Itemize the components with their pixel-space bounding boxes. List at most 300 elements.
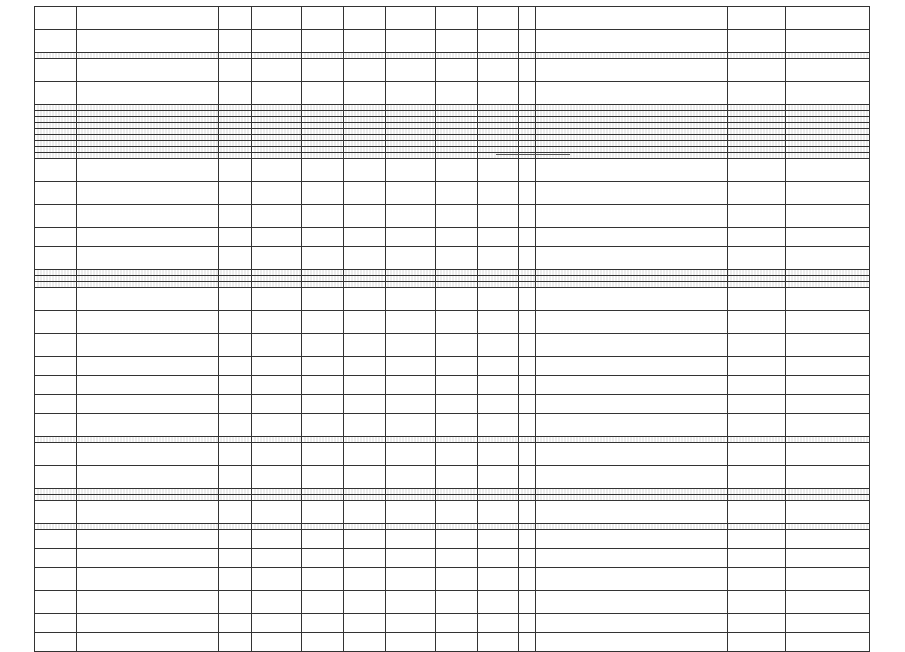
cell-works bbox=[535, 466, 727, 489]
registry-table-body bbox=[35, 7, 870, 652]
cell-apartments bbox=[435, 591, 477, 614]
table-row bbox=[35, 614, 870, 633]
cell-spare bbox=[519, 614, 536, 633]
cell-spare bbox=[519, 395, 536, 414]
cell-area-living bbox=[343, 205, 385, 228]
cell-year bbox=[252, 414, 302, 437]
cell-area-living bbox=[343, 633, 385, 652]
table-row bbox=[35, 549, 870, 568]
cell-number bbox=[35, 549, 77, 568]
cell-works bbox=[535, 7, 727, 30]
cell-address bbox=[76, 357, 218, 376]
registry-table bbox=[34, 6, 870, 652]
cell-area-total bbox=[302, 568, 344, 591]
cell-number bbox=[35, 466, 77, 489]
cell-amount bbox=[786, 30, 870, 53]
cell-floors bbox=[218, 395, 251, 414]
cell-year bbox=[252, 59, 302, 82]
cell-year bbox=[252, 549, 302, 568]
cell-year bbox=[252, 182, 302, 205]
cell-apartments bbox=[435, 530, 477, 549]
cell-area-total bbox=[302, 7, 344, 30]
cell-area-living bbox=[343, 311, 385, 334]
cell-residents bbox=[385, 376, 435, 395]
cell-area-living bbox=[343, 614, 385, 633]
cell-spare bbox=[519, 443, 536, 466]
cell-spare bbox=[519, 501, 536, 524]
table-row bbox=[35, 443, 870, 466]
cell-year bbox=[252, 82, 302, 105]
cell-works bbox=[535, 288, 727, 311]
cell-address bbox=[76, 159, 218, 182]
cell-year bbox=[252, 530, 302, 549]
cell-area-living bbox=[343, 395, 385, 414]
cell-works bbox=[535, 228, 727, 247]
cell-plan-year bbox=[728, 182, 786, 205]
cell-floors bbox=[218, 633, 251, 652]
cell-year bbox=[252, 357, 302, 376]
cell-amount bbox=[786, 443, 870, 466]
cell-apartments bbox=[435, 334, 477, 357]
cell-residents bbox=[385, 633, 435, 652]
cell-residents bbox=[385, 443, 435, 466]
cell-amount bbox=[786, 205, 870, 228]
cell-amount bbox=[786, 59, 870, 82]
cell-works bbox=[535, 205, 727, 228]
cell-cost bbox=[477, 182, 519, 205]
cell-floors bbox=[218, 443, 251, 466]
table-row bbox=[35, 205, 870, 228]
cell-area-living bbox=[343, 549, 385, 568]
cell-floors bbox=[218, 205, 251, 228]
cell-residents bbox=[385, 414, 435, 437]
cell-year bbox=[252, 376, 302, 395]
cell-cost bbox=[477, 159, 519, 182]
cell-plan-year bbox=[728, 82, 786, 105]
cell-plan-year bbox=[728, 288, 786, 311]
cell-area-living bbox=[343, 159, 385, 182]
cell-works bbox=[535, 159, 727, 182]
cell-apartments bbox=[435, 182, 477, 205]
cell-number bbox=[35, 395, 77, 414]
cell-amount bbox=[786, 182, 870, 205]
dashed-line bbox=[496, 154, 570, 155]
cell-cost bbox=[477, 247, 519, 270]
cell-residents bbox=[385, 205, 435, 228]
cell-year bbox=[252, 30, 302, 53]
cell-amount bbox=[786, 466, 870, 489]
cell-spare bbox=[519, 414, 536, 437]
cell-plan-year bbox=[728, 357, 786, 376]
table-row bbox=[35, 247, 870, 270]
cell-works bbox=[535, 549, 727, 568]
cell-plan-year bbox=[728, 614, 786, 633]
cell-plan-year bbox=[728, 376, 786, 395]
cell-address bbox=[76, 501, 218, 524]
cell-works bbox=[535, 530, 727, 549]
cell-cost bbox=[477, 7, 519, 30]
cell-year bbox=[252, 501, 302, 524]
cell-apartments bbox=[435, 30, 477, 53]
cell-floors bbox=[218, 228, 251, 247]
cell-amount bbox=[786, 633, 870, 652]
cell-residents bbox=[385, 59, 435, 82]
cell-address bbox=[76, 82, 218, 105]
cell-residents bbox=[385, 182, 435, 205]
cell-cost bbox=[477, 633, 519, 652]
cell-number bbox=[35, 376, 77, 395]
cell-number bbox=[35, 633, 77, 652]
cell-plan-year bbox=[728, 501, 786, 524]
cell-works bbox=[535, 414, 727, 437]
cell-works bbox=[535, 311, 727, 334]
cell-floors bbox=[218, 568, 251, 591]
cell-number bbox=[35, 414, 77, 437]
cell-apartments bbox=[435, 7, 477, 30]
cell-number bbox=[35, 228, 77, 247]
cell-plan-year bbox=[728, 59, 786, 82]
cell-works bbox=[535, 395, 727, 414]
cell-cost bbox=[477, 59, 519, 82]
table-row bbox=[35, 376, 870, 395]
cell-cost bbox=[477, 30, 519, 53]
cell-apartments bbox=[435, 376, 477, 395]
cell-plan-year bbox=[728, 311, 786, 334]
cell-floors bbox=[218, 591, 251, 614]
cell-residents bbox=[385, 311, 435, 334]
cell-area-living bbox=[343, 59, 385, 82]
cell-address bbox=[76, 205, 218, 228]
cell-cost bbox=[477, 82, 519, 105]
cell-plan-year bbox=[728, 568, 786, 591]
table-row bbox=[35, 182, 870, 205]
cell-amount bbox=[786, 159, 870, 182]
cell-floors bbox=[218, 357, 251, 376]
cell-residents bbox=[385, 501, 435, 524]
cell-plan-year bbox=[728, 443, 786, 466]
cell-plan-year bbox=[728, 633, 786, 652]
cell-apartments bbox=[435, 159, 477, 182]
cell-spare bbox=[519, 549, 536, 568]
cell-cost bbox=[477, 288, 519, 311]
cell-area-living bbox=[343, 568, 385, 591]
cell-cost bbox=[477, 357, 519, 376]
cell-residents bbox=[385, 159, 435, 182]
cell-address bbox=[76, 228, 218, 247]
cell-address bbox=[76, 414, 218, 437]
cell-works bbox=[535, 247, 727, 270]
cell-number bbox=[35, 334, 77, 357]
cell-plan-year bbox=[728, 7, 786, 30]
cell-spare bbox=[519, 530, 536, 549]
cell-year bbox=[252, 614, 302, 633]
cell-address bbox=[76, 182, 218, 205]
cell-area-total bbox=[302, 414, 344, 437]
cell-cost bbox=[477, 591, 519, 614]
cell-works bbox=[535, 82, 727, 105]
cell-year bbox=[252, 228, 302, 247]
cell-cost bbox=[477, 549, 519, 568]
cell-area-total bbox=[302, 205, 344, 228]
cell-plan-year bbox=[728, 549, 786, 568]
cell-spare bbox=[519, 205, 536, 228]
cell-plan-year bbox=[728, 466, 786, 489]
cell-floors bbox=[218, 247, 251, 270]
cell-area-living bbox=[343, 443, 385, 466]
cell-residents bbox=[385, 82, 435, 105]
cell-number bbox=[35, 159, 77, 182]
cell-amount bbox=[786, 357, 870, 376]
cell-spare bbox=[519, 376, 536, 395]
table-row bbox=[35, 591, 870, 614]
cell-area-living bbox=[343, 466, 385, 489]
cell-residents bbox=[385, 591, 435, 614]
cell-address bbox=[76, 247, 218, 270]
cell-area-living bbox=[343, 376, 385, 395]
cell-plan-year bbox=[728, 205, 786, 228]
cell-number bbox=[35, 311, 77, 334]
table-row bbox=[35, 311, 870, 334]
cell-address bbox=[76, 466, 218, 489]
cell-spare bbox=[519, 591, 536, 614]
cell-apartments bbox=[435, 614, 477, 633]
cell-cost bbox=[477, 228, 519, 247]
cell-floors bbox=[218, 288, 251, 311]
cell-number bbox=[35, 82, 77, 105]
cell-address bbox=[76, 59, 218, 82]
cell-floors bbox=[218, 311, 251, 334]
cell-apartments bbox=[435, 205, 477, 228]
cell-amount bbox=[786, 530, 870, 549]
cell-area-total bbox=[302, 288, 344, 311]
cell-apartments bbox=[435, 414, 477, 437]
cell-area-living bbox=[343, 182, 385, 205]
cell-plan-year bbox=[728, 228, 786, 247]
cell-cost bbox=[477, 501, 519, 524]
cell-floors bbox=[218, 414, 251, 437]
cell-works bbox=[535, 357, 727, 376]
cell-area-total bbox=[302, 182, 344, 205]
cell-area-living bbox=[343, 82, 385, 105]
cell-spare bbox=[519, 357, 536, 376]
cell-area-total bbox=[302, 228, 344, 247]
cell-area-total bbox=[302, 159, 344, 182]
cell-address bbox=[76, 395, 218, 414]
cell-area-total bbox=[302, 591, 344, 614]
cell-residents bbox=[385, 568, 435, 591]
cell-area-total bbox=[302, 311, 344, 334]
cell-residents bbox=[385, 549, 435, 568]
cell-residents bbox=[385, 334, 435, 357]
cell-spare bbox=[519, 59, 536, 82]
cell-year bbox=[252, 159, 302, 182]
cell-amount bbox=[786, 334, 870, 357]
cell-residents bbox=[385, 247, 435, 270]
cell-apartments bbox=[435, 247, 477, 270]
cell-area-living bbox=[343, 7, 385, 30]
cell-spare bbox=[519, 30, 536, 53]
cell-works bbox=[535, 376, 727, 395]
cell-address bbox=[76, 288, 218, 311]
cell-number bbox=[35, 205, 77, 228]
cell-spare bbox=[519, 247, 536, 270]
cell-plan-year bbox=[728, 159, 786, 182]
cell-plan-year bbox=[728, 334, 786, 357]
cell-cost bbox=[477, 530, 519, 549]
cell-apartments bbox=[435, 443, 477, 466]
cell-plan-year bbox=[728, 30, 786, 53]
cell-works bbox=[535, 501, 727, 524]
cell-floors bbox=[218, 376, 251, 395]
table-row bbox=[35, 59, 870, 82]
cell-floors bbox=[218, 30, 251, 53]
cell-area-total bbox=[302, 334, 344, 357]
cell-number bbox=[35, 530, 77, 549]
cell-area-living bbox=[343, 357, 385, 376]
cell-area-total bbox=[302, 549, 344, 568]
cell-plan-year bbox=[728, 247, 786, 270]
cell-spare bbox=[519, 228, 536, 247]
cell-works bbox=[535, 614, 727, 633]
cell-number bbox=[35, 357, 77, 376]
cell-address bbox=[76, 633, 218, 652]
cell-residents bbox=[385, 7, 435, 30]
cell-year bbox=[252, 205, 302, 228]
cell-works bbox=[535, 591, 727, 614]
cell-cost bbox=[477, 568, 519, 591]
cell-spare bbox=[519, 159, 536, 182]
cell-works bbox=[535, 182, 727, 205]
cell-address bbox=[76, 311, 218, 334]
cell-apartments bbox=[435, 228, 477, 247]
cell-floors bbox=[218, 82, 251, 105]
cell-area-living bbox=[343, 414, 385, 437]
cell-area-total bbox=[302, 501, 344, 524]
cell-amount bbox=[786, 591, 870, 614]
cell-number bbox=[35, 247, 77, 270]
cell-works bbox=[535, 30, 727, 53]
table-row bbox=[35, 530, 870, 549]
cell-year bbox=[252, 443, 302, 466]
cell-cost bbox=[477, 376, 519, 395]
cell-floors bbox=[218, 182, 251, 205]
cell-address bbox=[76, 376, 218, 395]
cell-area-living bbox=[343, 501, 385, 524]
table-row bbox=[35, 228, 870, 247]
cell-area-total bbox=[302, 633, 344, 652]
cell-residents bbox=[385, 357, 435, 376]
cell-spare bbox=[519, 7, 536, 30]
table-row bbox=[35, 288, 870, 311]
table-row bbox=[35, 466, 870, 489]
cell-area-total bbox=[302, 466, 344, 489]
cell-residents bbox=[385, 228, 435, 247]
table-row bbox=[35, 7, 870, 30]
cell-floors bbox=[218, 7, 251, 30]
cell-plan-year bbox=[728, 414, 786, 437]
cell-address bbox=[76, 591, 218, 614]
cell-spare bbox=[519, 466, 536, 489]
cell-area-total bbox=[302, 59, 344, 82]
cell-amount bbox=[786, 549, 870, 568]
cell-amount bbox=[786, 228, 870, 247]
cell-apartments bbox=[435, 466, 477, 489]
cell-plan-year bbox=[728, 395, 786, 414]
cell-number bbox=[35, 591, 77, 614]
cell-cost bbox=[477, 334, 519, 357]
cell-area-living bbox=[343, 334, 385, 357]
cell-year bbox=[252, 311, 302, 334]
cell-year bbox=[252, 633, 302, 652]
cell-year bbox=[252, 568, 302, 591]
cell-amount bbox=[786, 395, 870, 414]
cell-year bbox=[252, 247, 302, 270]
cell-area-living bbox=[343, 530, 385, 549]
cell-number bbox=[35, 443, 77, 466]
cell-floors bbox=[218, 614, 251, 633]
cell-floors bbox=[218, 466, 251, 489]
cell-residents bbox=[385, 466, 435, 489]
cell-number bbox=[35, 59, 77, 82]
table-row bbox=[35, 501, 870, 524]
cell-residents bbox=[385, 530, 435, 549]
cell-cost bbox=[477, 466, 519, 489]
cell-apartments bbox=[435, 549, 477, 568]
cell-apartments bbox=[435, 395, 477, 414]
cell-area-total bbox=[302, 530, 344, 549]
cell-number bbox=[35, 501, 77, 524]
cell-apartments bbox=[435, 82, 477, 105]
cell-works bbox=[535, 568, 727, 591]
cell-area-total bbox=[302, 30, 344, 53]
cell-amount bbox=[786, 247, 870, 270]
cell-works bbox=[535, 334, 727, 357]
cell-area-living bbox=[343, 30, 385, 53]
cell-cost bbox=[477, 443, 519, 466]
cell-year bbox=[252, 395, 302, 414]
table-row bbox=[35, 633, 870, 652]
cell-apartments bbox=[435, 568, 477, 591]
cell-floors bbox=[218, 530, 251, 549]
cell-area-total bbox=[302, 357, 344, 376]
cell-works bbox=[535, 59, 727, 82]
cell-plan-year bbox=[728, 591, 786, 614]
cell-address bbox=[76, 30, 218, 53]
cell-area-living bbox=[343, 228, 385, 247]
table-row bbox=[35, 82, 870, 105]
cell-amount bbox=[786, 82, 870, 105]
cell-spare bbox=[519, 288, 536, 311]
cell-apartments bbox=[435, 357, 477, 376]
cell-cost bbox=[477, 311, 519, 334]
cell-area-total bbox=[302, 614, 344, 633]
cell-number bbox=[35, 568, 77, 591]
cell-area-total bbox=[302, 82, 344, 105]
cell-address bbox=[76, 549, 218, 568]
cell-residents bbox=[385, 614, 435, 633]
cell-amount bbox=[786, 501, 870, 524]
cell-floors bbox=[218, 159, 251, 182]
table-row bbox=[35, 357, 870, 376]
cell-address bbox=[76, 614, 218, 633]
cell-amount bbox=[786, 7, 870, 30]
cell-address bbox=[76, 530, 218, 549]
table-row bbox=[35, 334, 870, 357]
cell-spare bbox=[519, 568, 536, 591]
cell-year bbox=[252, 288, 302, 311]
cell-floors bbox=[218, 501, 251, 524]
cell-floors bbox=[218, 334, 251, 357]
